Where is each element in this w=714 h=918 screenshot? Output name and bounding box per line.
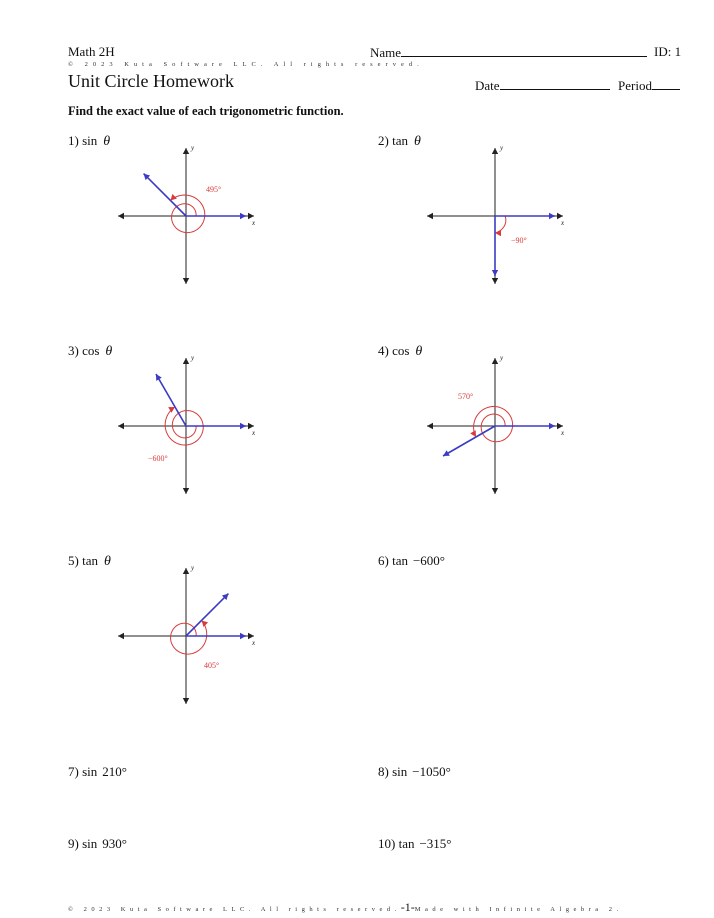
x-axis-label: x xyxy=(252,219,256,227)
date-line xyxy=(500,77,610,90)
date-field[interactable] xyxy=(475,77,610,94)
problem-4-label: 4) cos xyxy=(378,343,410,358)
course-label: Math 2H xyxy=(68,44,115,59)
x-axis-label: x xyxy=(252,429,256,437)
problem-7-label: 7) sin xyxy=(68,764,98,779)
terminal-ray xyxy=(443,423,555,456)
problem-10-label: 10) tan xyxy=(378,836,415,851)
diagram-4 xyxy=(420,351,570,501)
angle-arc-arrow xyxy=(470,430,476,437)
problem-3 xyxy=(68,343,112,360)
y-axis-arrow xyxy=(183,488,189,494)
problem-3-arg: θ xyxy=(105,344,113,359)
y-axis-arrow xyxy=(183,278,189,284)
angle-label: 405° xyxy=(204,661,220,670)
problem-9-label: 9) sin xyxy=(68,836,98,851)
angle-label: 495° xyxy=(206,185,222,194)
angle-arc xyxy=(171,620,207,654)
y-axis-arrow xyxy=(183,358,189,364)
y-axis-label: y xyxy=(500,354,504,362)
period-label: Period xyxy=(618,78,652,93)
initial-ray-arrow xyxy=(240,633,246,639)
terminal-ray-line xyxy=(443,426,495,456)
page-title: Unit Circle Homework xyxy=(68,71,234,91)
diagram-5 xyxy=(111,561,261,711)
terminal-ray xyxy=(186,594,246,640)
problem-5-arg: θ xyxy=(103,554,111,569)
initial-ray-arrow xyxy=(240,213,246,219)
diagram-2 xyxy=(420,141,570,291)
angle-label: 570° xyxy=(458,392,474,401)
problem-8-arg: −1050° xyxy=(412,764,451,779)
y-axis-arrow xyxy=(492,358,498,364)
problem-8-label: 8) sin xyxy=(378,764,408,779)
problem-7-arg: 210° xyxy=(102,764,127,779)
x-axis-arrow xyxy=(427,423,433,429)
footer xyxy=(68,900,623,915)
page-number: -1- xyxy=(400,900,415,914)
initial-ray-arrow xyxy=(549,213,555,219)
x-axis-label: x xyxy=(561,219,565,227)
x-axis-label: x xyxy=(561,429,565,437)
problem-4 xyxy=(378,343,422,360)
problem-1-label: 1) sin xyxy=(68,133,98,148)
angle-label: −90° xyxy=(511,236,527,245)
name-field[interactable] xyxy=(370,44,647,61)
problem-2 xyxy=(378,133,421,150)
x-axis-arrow xyxy=(118,423,124,429)
diagram-1 xyxy=(111,141,261,291)
y-axis-arrow xyxy=(183,148,189,154)
terminal-ray xyxy=(144,174,246,220)
initial-ray-arrow xyxy=(240,423,246,429)
y-axis-arrow xyxy=(492,488,498,494)
problem-3-label: 3) cos xyxy=(68,343,100,358)
y-axis-arrow xyxy=(492,278,498,284)
angle-label: −600° xyxy=(148,454,168,463)
x-axis-arrow xyxy=(118,633,124,639)
terminal-ray-arrow xyxy=(492,270,498,276)
problem-2-label: 2) tan xyxy=(378,133,408,148)
problem-8 xyxy=(378,764,451,780)
problem-2-arg: θ xyxy=(413,134,421,149)
terminal-ray xyxy=(156,374,246,429)
terminal-ray-line xyxy=(144,174,186,216)
problem-7 xyxy=(68,764,127,780)
x-axis-arrow xyxy=(118,213,124,219)
problem-9 xyxy=(68,836,127,852)
y-axis-label: y xyxy=(500,144,504,152)
x-axis-label: x xyxy=(252,639,256,647)
id-label: ID: 1 xyxy=(654,44,682,59)
problem-6-label: 6) tan xyxy=(378,553,408,568)
problem-10 xyxy=(378,836,452,852)
footer-copyright: © 2023 Kuta Software LLC. All rights reserved. xyxy=(68,906,401,913)
problem-6 xyxy=(378,553,445,569)
problem-1-arg: θ xyxy=(103,134,111,149)
initial-ray-arrow xyxy=(549,423,555,429)
terminal-ray-line xyxy=(186,594,228,636)
problem-1 xyxy=(68,133,110,150)
x-axis-arrow xyxy=(427,213,433,219)
header-copyright: © 2023 Kuta Software LLC. All rights reserved. xyxy=(68,61,424,68)
instructions: Find the exact value of each trigonometric function. xyxy=(68,104,344,118)
problem-9-arg: 930° xyxy=(102,836,127,851)
y-axis-label: y xyxy=(191,354,195,362)
y-axis-arrow xyxy=(183,568,189,574)
date-label: Date xyxy=(475,78,500,93)
problem-10-arg: −315° xyxy=(419,836,452,851)
name-label: Name xyxy=(370,45,402,60)
period-line xyxy=(652,77,680,90)
angle-arc xyxy=(474,406,513,441)
period-field[interactable] xyxy=(618,77,680,94)
problem-5-label: 5) tan xyxy=(68,553,98,568)
terminal-ray-line xyxy=(156,374,186,426)
footer-made-with: Made with Infinite Algebra 2. xyxy=(414,906,623,913)
y-axis-label: y xyxy=(191,564,195,572)
problem-5 xyxy=(68,553,111,570)
angle-arc xyxy=(170,195,204,233)
diagram-3 xyxy=(111,351,261,501)
problem-4-arg: θ xyxy=(415,344,423,359)
y-axis-arrow xyxy=(183,698,189,704)
y-axis-label: y xyxy=(191,144,195,152)
y-axis-arrow xyxy=(492,148,498,154)
problem-6-arg: −600° xyxy=(412,553,445,568)
name-line xyxy=(401,44,647,57)
angle-arc-arrow xyxy=(495,230,501,236)
